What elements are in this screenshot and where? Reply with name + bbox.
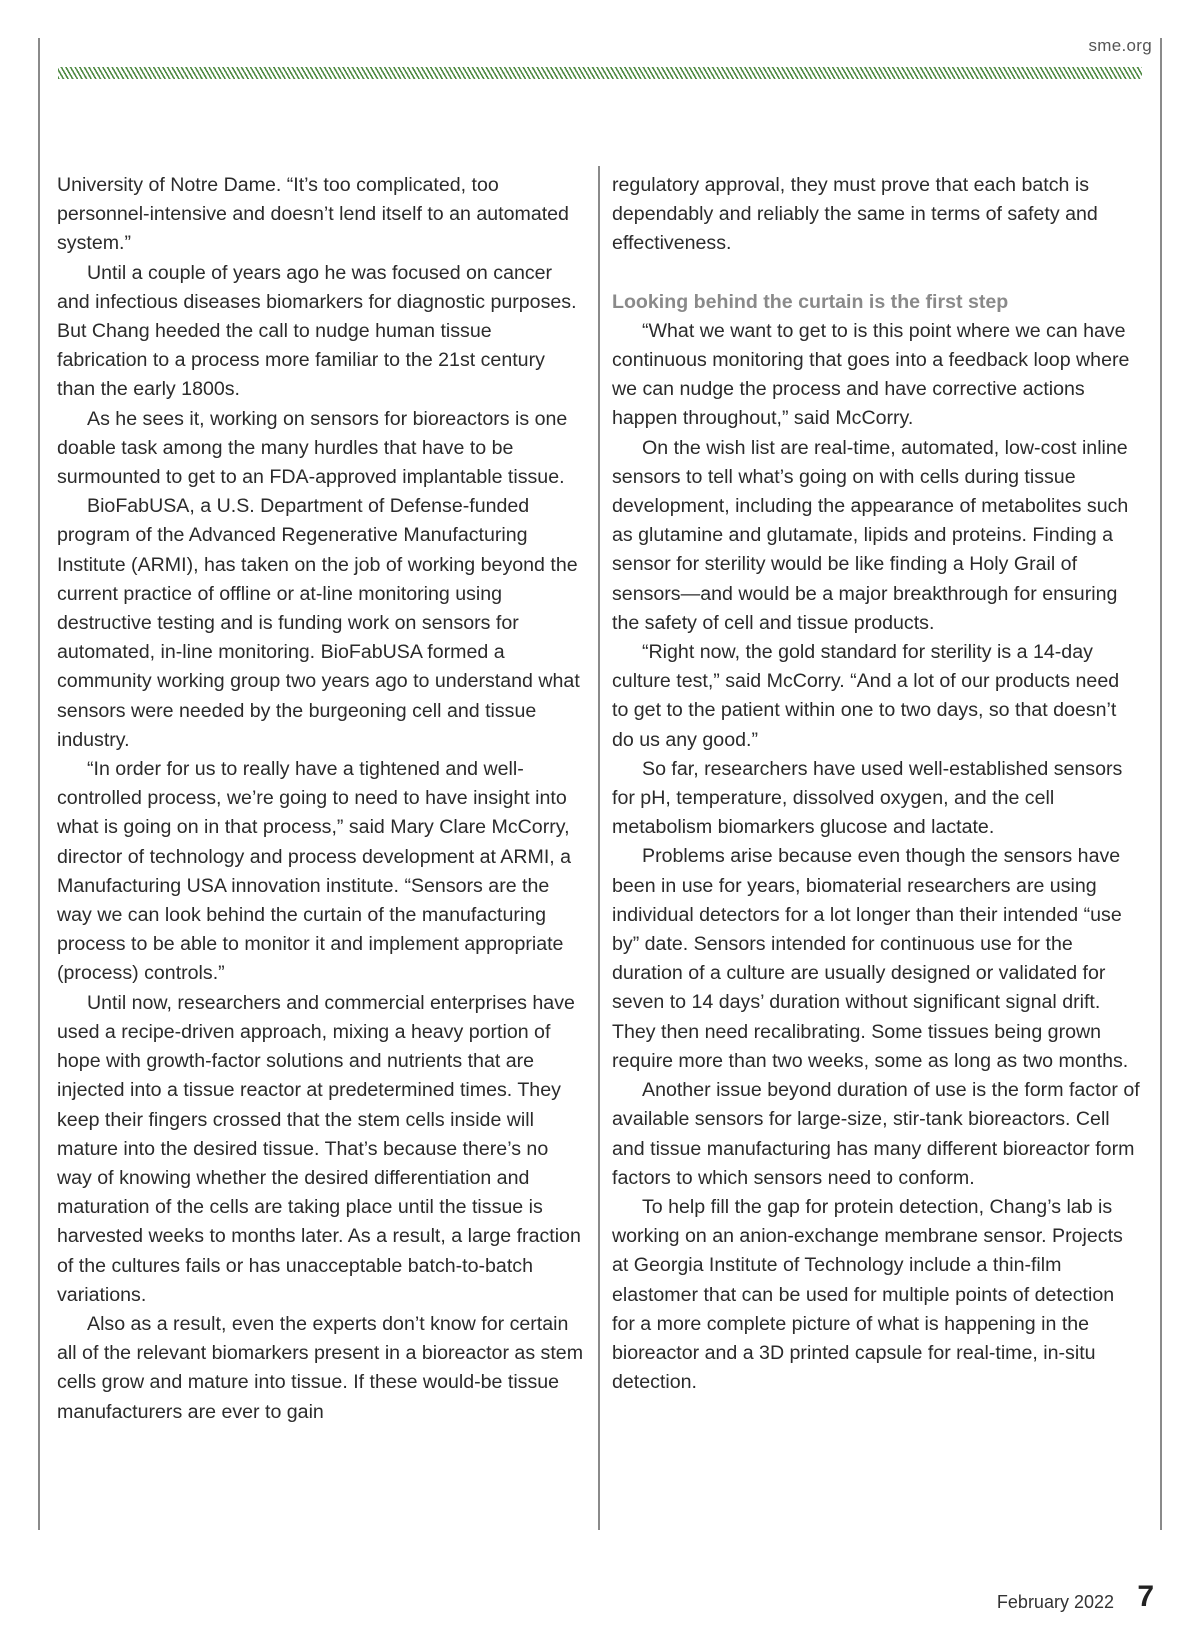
paragraph: “Right now, the gold standard for sterility is a 14-day culture test,” said McCorry. “And a lot of our products need to get to the patient within one to two days, so that doesn’t do us any good.” [612, 641, 1120, 751]
site-url: sme.org [1088, 36, 1152, 55]
header-hatch-band [58, 67, 1142, 79]
paragraph: On the wish list are real-time, automated, low-cost inline sensors to tell what’s going on with cells during tissue development, including the appearance of metabolites such as glutamine and glutamate, lipids and proteins. Finding a sensor for sterility would be like finding a Holy Grail of sensors—and would be a major breakthrough for ensuring the safety of cell and tissue products. [612, 436, 1129, 634]
paragraph: BioFabUSA, a U.S. Department of Defense-funded program of the Advanced Regenerative Manufacturing Institute (ARMI), has taken on the job of working beyond the current practice of offline or at-line monitoring using destructive testing and is funding work on sensors for automated, in-line monitoring. BioFabUSA formed a community working group two years ago to understand what sensors were needed by the burgeoning cell and tissue industry. [57, 495, 580, 751]
paragraph: Also as a result, even the experts don’t know for certain all of the relevant biomarkers present in a bioreactor as stem cells grow and mature into tissue. If these would-be tissue manufacturers are ever to gain [57, 1312, 584, 1423]
paragraph: So far, researchers have used well-established sensors for pH, temperature, dissolved oxygen, and the cell metabolism biomarkers glucose and lactate. [612, 757, 1123, 839]
paragraph: “What we want to get to is this point where we can have continuous monitoring that goes into a feedback loop where we can nudge the process and have corrective actions happen throughout,” said McCorry. [612, 319, 1130, 430]
issue-date: February 2022 [996, 1592, 1114, 1612]
paragraph: Problems arise because even though the sensors have been in use for years, biomaterial researchers are using individual detectors for a lot longer than their intended “use by” date. Sensors intended for continuous use for the duration of a culture are usually designed or validated for seven to 14 days’ duration without significant signal drift. They then need recalibrating. Some tissues being grown require more than two weeks, some as long as two months. [612, 845, 1129, 1072]
left-column [57, 171, 585, 1427]
page-number: 7 [1137, 1580, 1154, 1613]
paragraph: University of Notre Dame. “It’s too complicated, too personnel-intensive and doesn’t lend itself to an automated system.” [57, 174, 569, 255]
section-subhead: Looking behind the curtain is the first step [612, 290, 1009, 313]
paragraph: As he sees it, working on sensors for bioreactors is one doable task among the many hurdles that have to be surmounted to get to an FDA-approved implantable tissue. [57, 407, 568, 489]
right-margin-rule [1160, 38, 1162, 1530]
paragraph: Another issue beyond duration of use is the form factor of available sensors for large-size, stir-tank bioreactors. Cell and tissue manufacturing has many different bioreactor form factors to which sensors need to conform. [612, 1079, 1140, 1189]
paragraph: “In order for us to really have a tightened and well-controlled process, we’re going to need to have insight into what is going on in that process,” said Mary Clare McCorry, director of technology and process development at ARMI, a Manufacturing USA innovation institute. “Sensors are the way we can look behind the curtain of the manufacturing process to be able to monitor it and implement appropriate (process) controls.” [57, 758, 572, 985]
paragraph: To help fill the gap for protein detection, Chang’s lab is working on an anion-exchange membrane sensor. Projects at Georgia Institute of Technology include a thin-film elastomer that can be used for multiple points of detection for a more complete picture of what is happening in the bioreactor and a 3D printed capsule for real-time, in-situ detection. [612, 1195, 1123, 1394]
column-divider [598, 166, 600, 1530]
paragraph: Until now, researchers and commercial enterprises have used a recipe-driven approach, mixing a heavy portion of hope with growth-factor solutions and nutrients that are injected into a tissue reactor at predetermined times. They keep their fingers crossed that the stem cells inside will mature into the desired tissue. That’s because there’s no way of knowing whether the desired differentiation and maturation of the cells are taking place until the tissue is harvested weeks to months later. As a result, a large fraction of the cultures fails or has unacceptable batch-to-batch variations. [57, 991, 581, 1306]
paragraph: Until a couple of years ago he was focused on cancer and infectious diseases biomarkers for diagnostic purposes. But Chang heeded the call to nudge human tissue fabrication to a process more familiar to the 21st century than the early 1800s. [57, 261, 577, 401]
paragraph: regulatory approval, they must prove that each batch is dependably and reliably the same in terms of safety and effectiveness. [612, 174, 1098, 255]
left-margin-rule [38, 38, 40, 1530]
right-column [612, 171, 1140, 1397]
